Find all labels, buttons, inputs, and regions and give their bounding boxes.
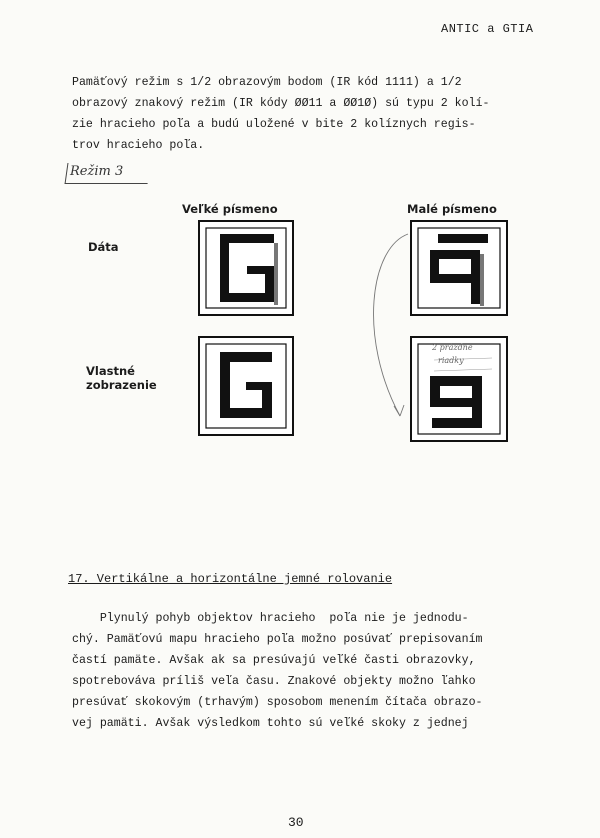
row-label-display-2: zobrazenie (86, 378, 157, 392)
intro-line: trov hracieho poľa. (72, 139, 205, 152)
intro-line: obrazový znakový režim (IR kódy ØØ11 a ØØ1Ø) sú typu 2 kolí- (72, 97, 490, 110)
body-line: Plynulý pohyb objektov hracieho poľa nie je jednodu- (72, 612, 469, 625)
pencil-note-line-1: 2 prázdne (432, 343, 473, 352)
column-label-lower: Malé písmeno (407, 202, 497, 216)
glyph-q-lower-data (412, 222, 506, 314)
glyph-g-lower-display (412, 338, 506, 440)
body-line: vej pamäti. Avšak výsledkom tohto sú veľké skoky z jednej (72, 717, 469, 730)
running-header: ANTIC a GTIA (441, 22, 534, 36)
glyph-box-upper-display (198, 336, 294, 436)
intro-paragraph (72, 72, 542, 156)
glyph-g-upper-display (200, 338, 292, 434)
pencil-note-line-2: riadky (438, 356, 464, 365)
body-paragraph (72, 608, 542, 734)
handwritten-note: Režim 3 (70, 164, 124, 179)
section-heading: 17. Vertikálne a horizontálne jemné rolovanie (68, 572, 393, 586)
intro-line: Pamäťový režim s 1/2 obrazovým bodom (IR kód 1111) a 1/2 (72, 76, 462, 89)
row-label-data: Dáta (88, 240, 119, 254)
intro-line: zie hracieho poľa a budú uložené v bite 2 kolíznych regis- (72, 118, 476, 131)
body-line: chý. Pamäťovú mapu hracieho poľa možno posúvať prepisovaním (72, 633, 483, 646)
page-number: 30 (288, 815, 304, 830)
body-line: presúvať skokovým (trhavým) sposobom menením čítača obrazo- (72, 696, 483, 709)
column-label-upper: Veľké písmeno (182, 202, 278, 216)
glyph-box-upper-data (198, 220, 294, 316)
body-line: častí pamäte. Avšak ak sa presúvajú veľké časti obrazovky, (72, 654, 476, 667)
row-label-display-1: Vlastné (86, 364, 135, 378)
body-line: spotrebováva príliš veľa času. Znakové objekty možno ľahko (72, 675, 476, 688)
pencil-arrow-icon (360, 228, 420, 428)
glyph-box-lower-data (410, 220, 508, 316)
glyph-g-upper-data (200, 222, 292, 314)
